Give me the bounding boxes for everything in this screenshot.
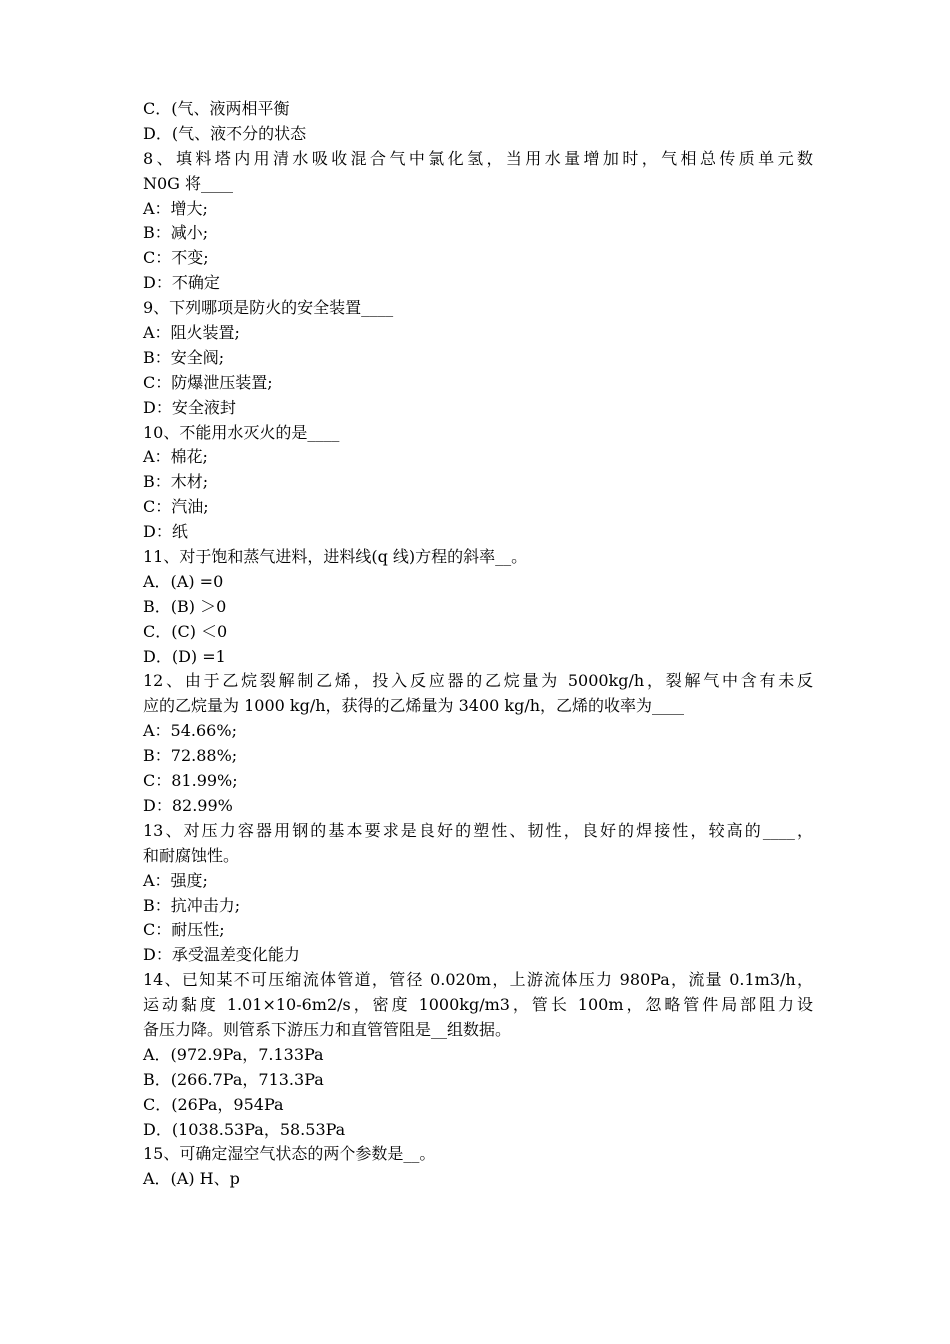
question-8-line-2: N0G 将____ [143,173,234,193]
option-b-q14: B．(266.7Pa，713.3Pa [143,1069,324,1089]
question-9: 9、下列哪项是防火的安全装置____ [143,298,394,318]
document-page [143,97,813,1192]
option-a-q15: A．(A) H、p [143,1169,240,1189]
option-a-q11: A．(A) =0 [143,571,224,591]
option-c-q12: C：81.99%; [143,771,238,791]
option-a-q8: A：增大; [143,198,208,218]
option-d-q8: D：不确定 [143,273,220,293]
question-11: 11、对于饱和蒸气进料，进料线(q 线)方程的斜率__。 [143,547,528,567]
question-12-line-1: 12、由于乙烷裂解制乙烯，投入反应器的乙烷量为 5000kg/h，裂解气中含有未反 [143,671,813,691]
question-12-line-2: 应的乙烷量为 1000 kg/h，获得的乙烯量为 3400 kg/h，乙烯的收率为____ [143,696,685,716]
option-d-q14: D．(1038.53Pa，58.53Pa [143,1119,346,1139]
option-b-q13: B：抗冲击力; [143,895,241,915]
question-15: 15、可确定湿空气状态的两个参数是__。 [143,1144,436,1164]
option-b-q9: B：安全阀; [143,347,225,367]
question-13-line-1: 13、对压力容器用钢的基本要求是良好的塑性、韧性，良好的焊接性，较高的____， [143,820,813,840]
option-c-q10: C：汽油; [143,497,209,517]
option-c-q11: C．(C) ＜0 [143,621,228,641]
option-a-q10: A：棉花; [143,447,208,467]
option-d-q10: D：纸 [143,522,188,542]
question-14-line-3: 备压力降。则管系下游压力和直管管阻是__组数据。 [143,1019,512,1039]
option-d-q9: D：安全液封 [143,397,236,417]
question-8-line-1: 8、填料塔内用清水吸收混合气中氯化氢，当用水量增加时，气相总传质单元数 [143,148,813,168]
option-b-q11: B．(B) ＞0 [143,596,227,616]
question-13-line-2: 和耐腐蚀性。 [143,845,240,865]
question-14-line-2: 运动黏度 1.01×10-6m2/s，密度 1000kg/m3，管长 100m，忽略管件局部阻力设 [143,995,813,1015]
option-d-q12: D：82.99% [143,795,233,815]
option-a-q12: A：54.66%; [143,721,237,741]
option-a-q14: A．(972.9Pa，7.133Pa [143,1044,324,1064]
option-c-q13: C：耐压性; [143,920,225,940]
option-a-q13: A：强度; [143,870,208,890]
option-d-q13: D：承受温差变化能力 [143,945,300,965]
option-c-q14: C．(26Pa，954Pa [143,1094,284,1114]
option-b-q8: B：减小; [143,223,209,243]
option-b-q12: B：72.88%; [143,746,238,766]
option-b-q10: B：木材; [143,472,209,492]
option-c-q9: C：防爆泄压装置; [143,372,273,392]
option-c-q8: C：不变; [143,248,209,268]
option-d-q11: D．(D) =1 [143,646,226,666]
option-a-q9: A：阻火装置; [143,323,240,343]
option-d-q7: D．(气、液不分的状态 [143,123,307,143]
question-14-line-1: 14、已知某不可压缩流体管道，管径 0.020m，上游流体压力 980Pa，流量 0.1m3/h， [143,970,813,990]
question-10: 10、不能用水灭火的是____ [143,422,340,442]
option-c-q7: C．(气、液两相平衡 [143,99,290,118]
